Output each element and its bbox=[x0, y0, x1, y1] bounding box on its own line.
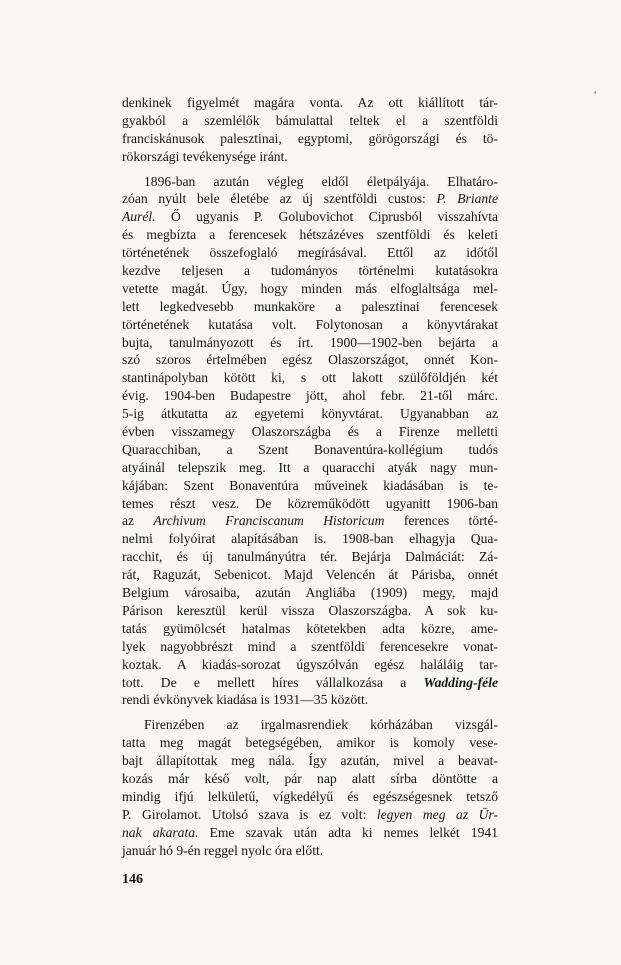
text-run: és megbízta a ferencesek hétszázéves szentföldi és keleti bbox=[122, 227, 498, 243]
text-line bbox=[122, 405, 498, 423]
text-line bbox=[122, 620, 498, 638]
paragraph bbox=[122, 94, 498, 166]
text-run: Quaracchiban, a Szent Bonaventúra-kollégium tudós bbox=[122, 441, 498, 457]
text-run: bujta, tanulmányozott és írt. 1900—1902-ben bejárta a bbox=[122, 334, 498, 350]
text-line bbox=[122, 423, 498, 441]
text-run: január hó 9-én reggel nyolc óra előtt. bbox=[122, 842, 324, 858]
text-line bbox=[122, 173, 498, 191]
text-run: 1896-ban azután végleg eldől életpályája. Elhatáro- bbox=[144, 173, 498, 189]
text-line bbox=[122, 512, 498, 530]
text-line bbox=[122, 190, 498, 208]
text-run: zóan nyúlt bele életébe az új szentföldi custos: bbox=[122, 191, 437, 207]
text-run: Belgium városaiba, azután Angliába (1909) megy, majd bbox=[122, 585, 498, 601]
text-line bbox=[122, 208, 498, 226]
text-run: évben visszamegy Olaszországba és a Firenze melletti bbox=[122, 424, 498, 440]
text-run: gyakból a szemlélők bámulattal teltek el a szentföldi bbox=[122, 112, 498, 128]
text-line bbox=[122, 674, 498, 692]
text-line bbox=[122, 262, 498, 280]
page-text bbox=[122, 94, 498, 859]
text-run: az bbox=[122, 513, 154, 529]
text-run: franciskánusok palesztinai, egyptomi, görögországi és tö- bbox=[122, 130, 498, 146]
text-line bbox=[122, 752, 498, 770]
text-run: 5-ig átkutatta az egyetemi könyvtárat. Ugyanabban az bbox=[122, 406, 498, 422]
text-line bbox=[122, 112, 498, 130]
paragraph-gap bbox=[122, 709, 498, 716]
text-line bbox=[122, 298, 498, 316]
text-line bbox=[122, 602, 498, 620]
text-line bbox=[122, 566, 498, 584]
text-run: tatta meg magát betegségében, amikor is komoly vese- bbox=[122, 735, 498, 751]
text-run: ferences törté- bbox=[384, 513, 499, 529]
text-run: rendi évkönyvek kiadása is 1931—35 között. bbox=[122, 692, 369, 708]
text-run: történetének összefoglaló megírásával. Ettől az időtől bbox=[122, 245, 498, 261]
text-run: rökországi tevékenysége iránt. bbox=[122, 148, 288, 164]
text-run: kájában: Szent Bonaventúra műveinek kiadásában is te- bbox=[122, 477, 498, 493]
text-line bbox=[122, 148, 498, 166]
emphasized-text: nak akarata. bbox=[122, 824, 199, 840]
text-line bbox=[122, 316, 498, 334]
text-line bbox=[122, 351, 498, 369]
text-line bbox=[122, 638, 498, 656]
text-run: vetette magát. Úgy, hogy minden más elfoglaltsága mel- bbox=[122, 280, 498, 296]
text-run: szó szoros értelmében egész Olaszországot, onnét Kon- bbox=[122, 352, 498, 368]
emphasized-text: Archivum Franciscanum Historicum bbox=[153, 513, 385, 529]
text-run: tatás gyümölcsét hatalmas kötetekben adta közre, ame- bbox=[122, 620, 498, 636]
text-line bbox=[122, 226, 498, 244]
page-number: 146 bbox=[122, 872, 143, 887]
text-run: évig. 1904-ben Budapestre jött, ahol febr. 21-től márc. bbox=[122, 388, 498, 404]
emphasized-text: legyen meg az Ūr- bbox=[376, 806, 499, 822]
text-line bbox=[122, 130, 498, 148]
text-run: bajt állapítottak meg nála. Így azután, mivel a beavat- bbox=[122, 753, 498, 769]
text-run: atyáinál telepszik meg. Itt a quaracchi atyák nagy mun- bbox=[122, 459, 498, 475]
text-line bbox=[122, 334, 498, 352]
text-line bbox=[122, 548, 498, 566]
text-line bbox=[122, 441, 498, 459]
text-line bbox=[122, 94, 498, 112]
text-run: nelmi folyóirat alapításában is. 1908-ban elhagyja Qua- bbox=[122, 531, 498, 547]
text-run: kozás már késő volt, pár nap alatt sírba döntötte a bbox=[122, 770, 498, 786]
text-line bbox=[122, 824, 498, 842]
emphasized-text: P. Briante bbox=[436, 191, 498, 207]
text-line bbox=[122, 691, 498, 709]
text-run: koztak. A kiadás-sorozat úgyszólván egész haláláig tar- bbox=[122, 656, 498, 672]
text-line bbox=[122, 716, 498, 734]
text-line bbox=[122, 584, 498, 602]
text-run: Firenzében az irgalmasrendiek kórházában vizsgál- bbox=[144, 717, 498, 733]
text-run: Párison keresztül kerül vissza Olaszországba. A sok ku- bbox=[122, 602, 498, 618]
paragraph-gap bbox=[122, 166, 498, 173]
text-run: rát, Raguzát, Sebenicot. Majd Velencén át Párisba, onnét bbox=[122, 567, 498, 583]
text-line bbox=[122, 280, 498, 298]
text-run: történetének kutatása volt. Folytonosan a könyvtárakat bbox=[122, 316, 498, 332]
text-line bbox=[122, 459, 498, 477]
text-line bbox=[122, 244, 498, 262]
text-line bbox=[122, 842, 498, 860]
text-line bbox=[122, 369, 498, 387]
text-run: temes részt vesz. De közreműködött ugyanitt 1906-ban bbox=[122, 495, 498, 511]
text-run: lyek nagyobbrészt mind a szentföldi ferencesekre vonat- bbox=[122, 638, 498, 654]
text-run: lett legkedvesebb munkaköre a palesztinai ferencesek bbox=[122, 298, 498, 314]
text-line bbox=[122, 770, 498, 788]
text-run: mindig ifjú lelkületű, vígkedélyű és egészségesnek tetsző bbox=[122, 788, 498, 804]
paragraph bbox=[122, 173, 498, 710]
emphasized-text: Aurél. bbox=[122, 209, 156, 225]
text-line bbox=[122, 477, 498, 495]
text-line bbox=[122, 530, 498, 548]
text-run: stantinápolyban kötött ki, s ott lakott szülőföldjén két bbox=[122, 370, 498, 386]
text-run: Eme szavak után adta ki nemes lelkét 1941 bbox=[198, 824, 498, 840]
text-line bbox=[122, 387, 498, 405]
margin-mark: ' bbox=[594, 88, 597, 102]
text-line bbox=[122, 656, 498, 674]
text-run: kezdve teljesen a tudományos történelmi kutatásokra bbox=[122, 263, 498, 279]
text-run: P. Girolamot. Utolsó szava is ez volt: bbox=[122, 806, 377, 822]
text-run: tott. De e mellett híres vállalkozása a bbox=[122, 674, 424, 690]
text-run: denkinek figyelmét magára vonta. Az ott kiállított tár- bbox=[122, 95, 498, 110]
text-line bbox=[122, 495, 498, 513]
text-line bbox=[122, 734, 498, 752]
text-run: racchit, és új tanulmányútra tér. Bejárja Dalmáciát: Zá- bbox=[122, 549, 498, 565]
text-line bbox=[122, 806, 498, 824]
paragraph bbox=[122, 716, 498, 859]
text-line bbox=[122, 788, 498, 806]
emphasized-text: Wadding-féle bbox=[423, 674, 498, 690]
text-run: Ő ugyanis P. Golubovichot Ciprusból visszahívta bbox=[155, 209, 498, 225]
